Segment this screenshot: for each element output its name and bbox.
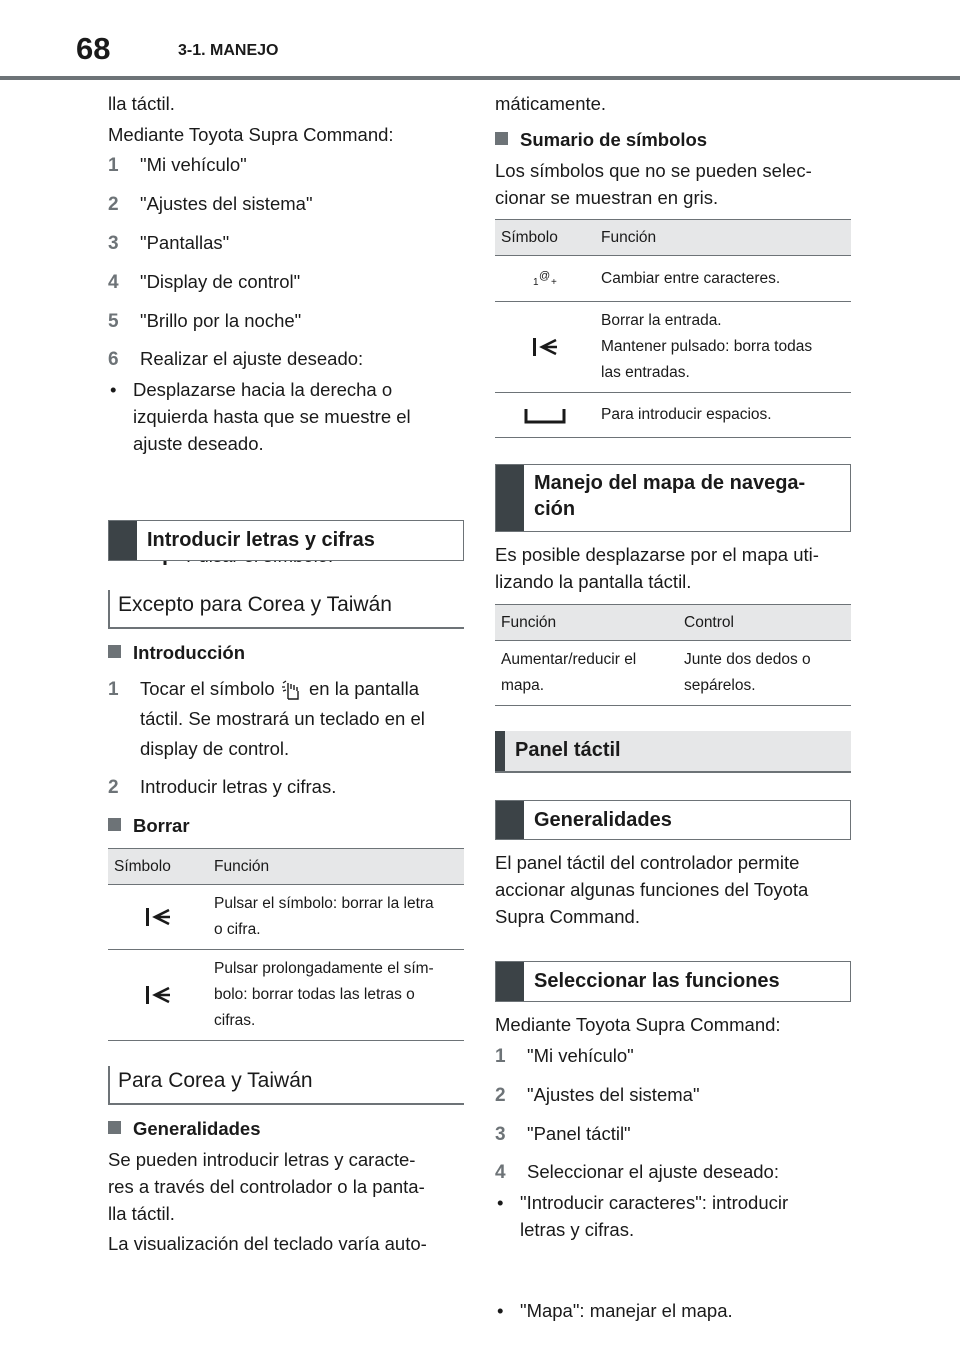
step-2: 2 "Ajustes del sistema" (108, 193, 313, 215)
general-text-3: lla táctil. (108, 1203, 175, 1224)
intro-step-1-line3: display de control. (140, 738, 290, 759)
step-3: 3 "Pantallas" (108, 232, 230, 254)
map-text-2: lizando la pantalla táctil. (495, 571, 692, 592)
col-symbol: Símbolo (108, 849, 208, 885)
intro-step-2: 2 Introducir letras y cifras. (108, 776, 337, 798)
row1-text-1: Pulsar el símbolo: borrar la letra (214, 895, 434, 912)
section-heading-except-korea: Excepto para Corea y Taiwán (108, 590, 464, 629)
chapter-title: 3-1. MANEJO (178, 42, 279, 59)
keyboard-varies-text: La visualización del teclado varía auto- (108, 1233, 427, 1254)
r-step-4: 4 Seleccionar el ajuste deseado: (495, 1161, 779, 1183)
map-control-table (495, 604, 851, 706)
subheading-borrar: Borrar (108, 812, 464, 839)
table-row (495, 641, 851, 706)
switch-characters-icon (530, 267, 560, 289)
bullet-scroll: • Desplazarse hacia la derecha o izquierda hasta que se muestre el ajuste deseado. (108, 376, 464, 457)
table-header-row (108, 849, 464, 885)
table-header-row (495, 220, 851, 256)
table-row (108, 885, 464, 950)
panel-text-2: accionar algunas funciones del Toyota (495, 879, 809, 900)
section-box-select: Seleccionar las funciones (495, 961, 851, 1002)
step-4: 4 "Display de control" (108, 271, 301, 293)
section-box-general: Generalidades (495, 800, 851, 840)
panel-text-3: Supra Command. (495, 906, 640, 927)
col-function: Función (595, 220, 851, 256)
zoom-text-1: Aumentar/reducir el (501, 651, 637, 668)
subheading-generalidades: Generalidades (108, 1115, 464, 1142)
space-text: Para introducir espacios. (595, 393, 851, 438)
svg-text:+: + (551, 277, 557, 289)
delete-entry-text-3: las entradas. (601, 364, 690, 381)
bullet-map: • "Mapa": manejar el mapa. (495, 1297, 851, 1324)
delete-entry-text-2: Mantener pulsado: borra todas (601, 338, 813, 355)
subheading-sumario: Sumario de símbolos (495, 126, 851, 153)
map-text-1: Es posible desplazarse por el mapa uti- (495, 544, 819, 565)
sumario-text-1: Los símbolos que no se pueden selec- (495, 160, 812, 181)
delete-entry-text-1: Borrar la entrada. (601, 312, 722, 329)
row2-text-3: cifras. (214, 1012, 256, 1029)
section-box-panel: Panel táctil (495, 731, 851, 773)
continued-text: lla táctil. (108, 93, 175, 114)
switch-characters-text: Cambiar entre caracteres. (595, 256, 851, 302)
col-function: Función (208, 849, 464, 885)
pinch-text-2: sepárelos. (684, 677, 756, 694)
panel-text-1: El panel táctil del controlador permite (495, 852, 800, 873)
intro-step-1: 1 Tocar el símbolo en la pantalla (108, 678, 420, 700)
table-row (495, 393, 851, 438)
table-row (495, 302, 851, 393)
delete-symbols-table (108, 848, 464, 1041)
general-text-2: res a través del controlador o la panta- (108, 1176, 425, 1197)
table-header-row (495, 605, 851, 641)
svg-text:@: @ (539, 270, 551, 283)
step-1: 1 "Mi vehículo" (108, 154, 247, 176)
space-bar-icon (523, 405, 567, 425)
general-text-1: Se pueden introducir letras y caracte- (108, 1149, 416, 1170)
intro-step-1-line2: táctil. Se mostrará un teclado en el (140, 708, 425, 729)
page-number: 68 (76, 31, 111, 66)
section-box-map: Manejo del mapa de navega- ción (495, 464, 851, 532)
via-command-text: Mediante Toyota Supra Command: (108, 124, 394, 145)
subheading-intro: Introducción (108, 639, 464, 666)
col-symbol: Símbolo (495, 220, 595, 256)
step-5: 5 "Brillo por la noche" (108, 310, 302, 332)
r-step-1: 1 "Mi vehículo" (495, 1045, 634, 1067)
row2-text-2: bolo: borrar todas las letras o (214, 986, 415, 1003)
backspace-icon (144, 984, 172, 1006)
r-step-2: 2 "Ajustes del sistema" (495, 1084, 700, 1106)
via-command-text-right: Mediante Toyota Supra Command: (495, 1014, 781, 1035)
touch-hand-icon (280, 679, 304, 701)
bullet-characters: • "Introducir caracteres": introducir letras y cifras. (495, 1189, 851, 1243)
continued-text-right: máticamente. (495, 93, 607, 114)
row2-text-1: Pulsar prolongadamente el sím- (214, 960, 434, 977)
zoom-text-2: mapa. (501, 677, 545, 694)
r-step-3: 3 "Panel táctil" (495, 1123, 631, 1145)
right-column (495, 0, 851, 1321)
left-column (108, 0, 464, 1254)
section-heading-korea: Para Corea y Taiwán (108, 1066, 464, 1105)
table-row (108, 950, 464, 1041)
symbols-summary-table (495, 219, 851, 438)
table-row (495, 256, 851, 302)
backspace-icon (531, 336, 559, 358)
col-function: Función (495, 605, 678, 641)
backspace-icon (144, 906, 172, 928)
step-6: 6 Realizar el ajuste deseado: (108, 348, 364, 370)
svg-text:1: 1 (533, 277, 539, 289)
pinch-text-1: Junte dos dedos o (684, 651, 811, 668)
section-box-letters: Introducir letras y cifras (108, 520, 464, 561)
sumario-text-2: cionar se muestran en gris. (495, 187, 719, 208)
row1-text-2: o cifra. (214, 921, 261, 938)
col-control: Control (678, 605, 851, 641)
